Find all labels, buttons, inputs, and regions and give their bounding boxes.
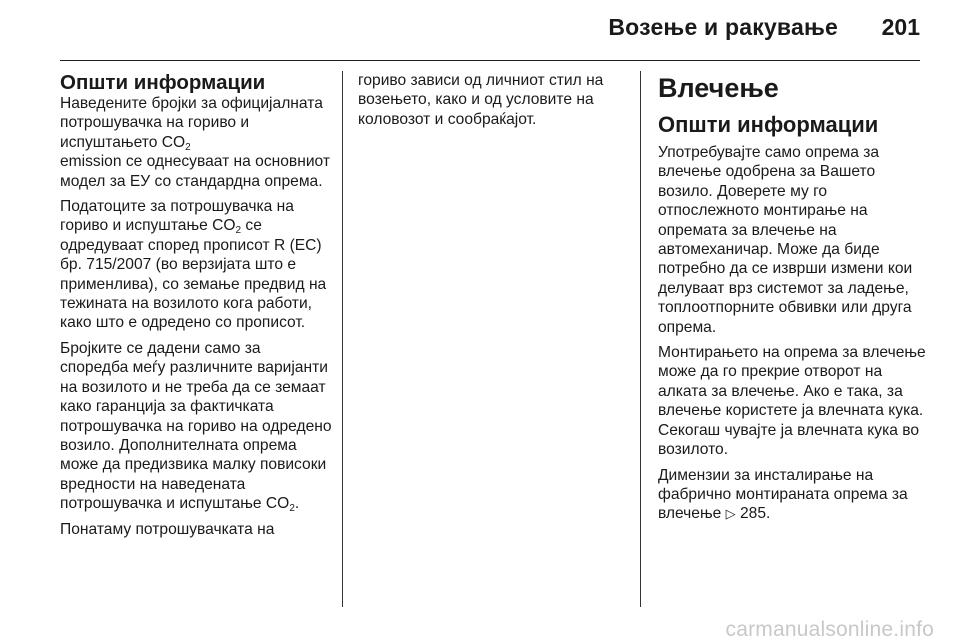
column-3: [658, 71, 926, 530]
watermark: carmanualsonline.info: [725, 618, 934, 641]
running-title: Возење и ракување: [608, 14, 838, 40]
section-heading: Општи информации: [60, 71, 266, 94]
paragraph: Бројките се дадени само за споредба меѓу различните варијанти на возилото и не треба да се земаат како гаранција за фактичката потрошувачка на гориво на одредено возило. Дополнителната опрема може да предизвика малку повисоки вредности на наведената потрошувачка и испуштање $CO_2$.: [60, 339, 332, 515]
column-1: [60, 71, 332, 545]
section-title: Влечење: [658, 73, 779, 103]
paragraph: Димензии за инсталирање на фабрично монтираната опрема за влечење ▷ 285.: [658, 466, 908, 523]
paragraph: Наведените бројки за официјалната потрошувачка на гориво и испуштањето $CO_2$ emission се однесуваат на основниот модел за ЕУ со стандардна опрема.: [60, 95, 331, 190]
paragraph: гориво зависи од личниот стил на возењето, како и од условите на коловозот и сообраќајот.: [358, 72, 604, 128]
column-divider: [342, 71, 343, 607]
column-2: [358, 71, 630, 135]
triangle-right-icon: ▷: [725, 506, 736, 522]
page-number: 201: [881, 14, 920, 40]
section-heading: Општи информации: [658, 112, 879, 137]
page-header: [60, 0, 920, 61]
column-divider: [640, 71, 641, 607]
paragraph: Употребувајте само опрема за влечење одобрена за Вашето возило. Доверете му го отпослежното монтирање на опремата за влечење на автомеханичар. Може да биде потребно да се изврши измени кои делуваат врз системот за ладење, топлоотпорните обвивки или друга опрема.: [658, 144, 913, 336]
paragraph: Понатаму потрошувачката на: [60, 520, 275, 538]
paragraph: Монтирањето на опрема за влечење може да го прекрие отворот на алката за влечење. Ако е така, за влечење користете ја влечната кука. Секогаш чувајте ја влечната кука во возилото.: [658, 344, 926, 459]
page-reference[interactable]: 285.: [735, 505, 771, 523]
paragraph: Податоците за потрошувачка на гориво и испуштање $CO_2$ се одредуваат според прописот R (EC) бр. 715/2007 (во верзијата што е применлива), со земање предвид на тежината на возилото кога работи, како што е одредено со прописот.: [60, 198, 327, 332]
